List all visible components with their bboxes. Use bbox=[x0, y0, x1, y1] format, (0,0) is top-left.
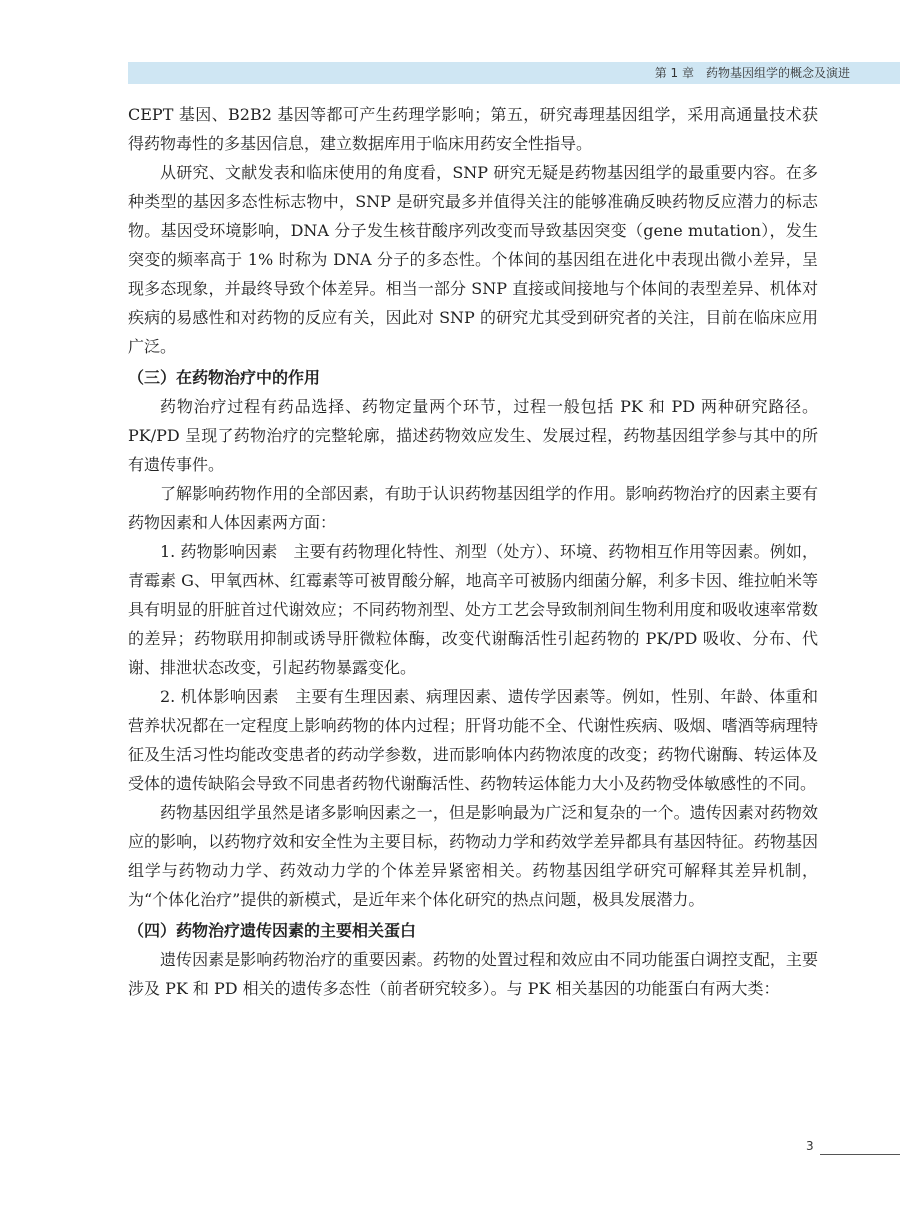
paragraph: 药物治疗过程有药品选择、药物定量两个环节，过程一般包括 PK 和 PD 两种研究路径。PK/PD 呈现了药物治疗的完整轮廓，描述药物效应发生、发展过程，药物基因组学参与其中的所有遗传事件。 bbox=[128, 397, 818, 474]
list-item: 2. 机体影响因素 主要有生理因素、病理因素、遗传学因素等。例如，性别、年龄、体重和营养状况都在一定程度上影响药物的体内过程；肝肾功能不全、代谢性疾病、吸烟、嗜酒等病理特征及生活习性均能改变患者的药动学参数，进而影响体内药物浓度的改变；药物代谢酶、转运体及受体的遗传缺陷会导致不同患者药物代谢酶活性、药物转运体能力大小及药物受体敏感性的不同。 bbox=[128, 687, 818, 793]
page-number: 3 bbox=[806, 1139, 814, 1153]
paragraph: 药物基因组学虽然是诸多影响因素之一，但是影响最为广泛和复杂的一个。遗传因素对药物效应的影响，以药物疗效和安全性为主要目标，药物动力学和药效学差异都具有基因特征。药物基因组学与药物动力学、药效动力学的个体差异紧密相关。药物基因组学研究可解释其差异机制，为“个体化治疗”提供的新模式，是近年来个体化研究的热点问题，极具发展潜力。 bbox=[128, 803, 818, 909]
page-body bbox=[128, 100, 818, 1003]
list-item: 1. 药物影响因素 主要有药物理化特性、剂型（处方）、环境、药物相互作用等因素。例如，青霉素 G、甲氧西林、红霉素等可被胃酸分解，地高辛可被肠内细菌分解，利多卡因、维拉帕米等具有明显的肝脏首过代谢效应；不同药物剂型、处方工艺会导致制剂间生物利用度和吸收速率常数的差异；药物联用抑制或诱导肝微粒体酶，改变代谢酶活性引起药物的 PK/PD 吸收、分布、代谢、排泄状态改变，引起药物暴露变化。 bbox=[128, 542, 818, 677]
section-heading: （三）在药物治疗中的作用 bbox=[128, 368, 321, 387]
paragraph: 遗传因素是影响药物治疗的重要因素。药物的处置过程和效应由不同功能蛋白调控支配，主要涉及 PK 和 PD 相关的遗传多态性（前者研究较多）。与 PK 相关基因的功能蛋白有两大类： bbox=[128, 950, 818, 998]
paragraph: 了解影响药物作用的全部因素，有助于认识药物基因组学的作用。影响药物治疗的因素主要有药物因素和人体因素两方面： bbox=[128, 484, 818, 532]
paragraph: 从研究、文献发表和临床使用的角度看，SNP 研究无疑是药物基因组学的最重要内容。在多种类型的基因多态性标志物中，SNP 是研究最多并值得关注的能够准确反映药物反应潜力的标志物。基因受环境影响，DNA 分子发生核苷酸序列改变而导致基因突变（gene mutation），发生突变的频率高于 1% 时称为 DNA 分子的多态性。个体间的基因组在进化中表现出微小差异，呈现多态现象，并最终导致个体差异。相当一部分 SNP 直接或间接地与个体间的表型差异、机体对疾病的易感性和对药物的反应有关，因此对 SNP 的研究尤其受到研究者的关注，目前在临床应用广泛。 bbox=[128, 163, 818, 356]
footer-rule bbox=[820, 1154, 900, 1155]
paragraph: CEPT 基因、B2B2 基因等都可产生药理学影响；第五，研究毒理基因组学，采用高通量技术获得药物毒性的多基因信息，建立数据库用于临床用药安全性指导。 bbox=[128, 105, 818, 153]
section-heading: （四）药物治疗遗传因素的主要相关蛋白 bbox=[128, 921, 417, 940]
chapter-title: 第 1 章 药物基因组学的概念及演进 bbox=[654, 66, 850, 80]
